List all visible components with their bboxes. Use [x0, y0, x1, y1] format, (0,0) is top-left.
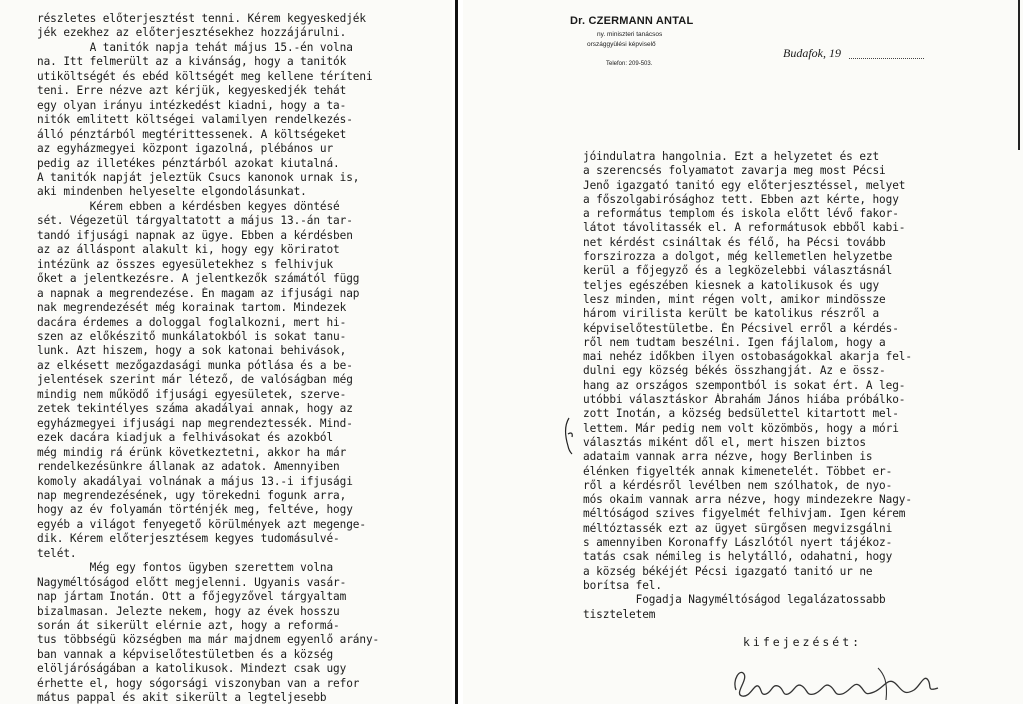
text-line: ezek dacára kiadjuk a felhivásokat és azokból: [37, 431, 334, 445]
text-line: Kérem ebben a kérdésben kegyes döntésé: [37, 199, 340, 213]
text-line: adataim vannak arra nézve, hogy Berlinben is: [583, 450, 873, 464]
text-line: jelentések szerint már létező, de valóságban még: [37, 373, 353, 387]
date-blank-line: [849, 48, 924, 59]
text-line: zott Inotán, a község bedsülettel kitartott mel-: [583, 407, 899, 421]
text-line: részletes előterjesztést tenni. Kérem kegyeskedjék: [37, 12, 366, 25]
text-line: nap jártam Inotán. Ott a főjegyzővel tárgyaltam: [37, 590, 347, 604]
text-line: mós okaim vannak arra nézve, hogy mindezekre Nagy-: [583, 493, 912, 507]
text-line: mindig nem működő ifjusági egyesületek, szerve-: [37, 387, 347, 401]
text-line: tus többségü községben ma már majdnem egyenlő arány-: [37, 633, 380, 647]
text-line: net kérdést csináltak és félő, ha Pécsi tovább: [583, 235, 886, 249]
text-line: lunk. Azt hiszem, hogy a sok katonai behivások,: [37, 344, 347, 358]
text-line: a református templom és iskola előtt lévő fakor-: [583, 207, 899, 221]
handwritten-margin-mark-icon: [562, 416, 576, 456]
right-page-text: [583, 150, 1013, 622]
text-line: nap megrendezésének, ugy törekedni fogunk arra,: [37, 488, 347, 502]
text-line: az az álláspont alakult ki, hogy egy köriratot: [37, 243, 340, 257]
text-line: lettem. Már pedig nem volt közömbös, hogy a móri: [583, 421, 899, 435]
text-line: az egyházmegyei központ igazolná, plébános ur: [37, 142, 334, 156]
text-line: elöljáróságában a katolikusok. Mindezt csak ugy: [37, 662, 347, 676]
text-line: élénken figyelték annak kimenetelét. Többet er-: [583, 464, 893, 478]
text-line: látot távolitassék el. A reformátusok ebből kabi-: [583, 221, 906, 235]
text-line: érhette el, hogy sógorsági viszonyban van a refor: [37, 676, 360, 690]
text-line: ről a kérdésről levélben nem szólhatok, de nyo-: [583, 478, 893, 492]
text-line: dacára érdemes a dologgal foglalkozni, mert hi-: [37, 315, 347, 329]
scan-edge: [1018, 0, 1020, 150]
text-line: szen az előkészitő munkálatokból is sokat tanu-: [37, 329, 347, 343]
text-line: a szerencsés folyamatot zavarja meg most Pécsi: [583, 164, 886, 178]
text-line: pedig az illetékes pénztárból azokat kiutalná.: [37, 156, 340, 170]
left-letter-page: [0, 0, 452, 704]
text-line: a község békéjét Pécsi igazgató tanitó ur ne: [583, 564, 873, 578]
text-line: A tanitók napja tehát május 15.-én volna: [37, 40, 353, 54]
text-line: álló pénztárból megtérittessenek. A költségeket: [37, 127, 347, 141]
text-line: egy olyan irányu intézkedést kiadni, hogy a ta-: [37, 98, 347, 112]
text-line: méltóságod szives figyelmét felhivjam. Igen kérem: [583, 507, 906, 521]
text-line: mai nehéz időkben ilyen ostobaságokkal akarja fel-: [583, 350, 912, 364]
text-line: nitók emlitett költségei valamilyen rendelkezés-: [37, 113, 353, 127]
text-line: teljes egészében kiesnek a katolikusok és ugy: [583, 278, 880, 292]
text-line: rendelkezésünkre állanak az adatok. Amennyiben: [37, 460, 340, 474]
text-line: őket a jelentkezésre. A jelentkezők számától függ: [37, 272, 360, 286]
text-line: során át sikerült elérnie azt, hogy a reformá-: [37, 619, 340, 633]
text-line: tiszteletem: [583, 607, 656, 621]
text-line: tandó ifjusági napnak az ügye. Ebben a kérdésben: [37, 228, 353, 242]
text-line: nak megrendezését még korainak tartom. Mindezek: [37, 301, 347, 315]
text-line: három virilista került be katolikus részről a: [583, 307, 880, 321]
text-line: Fogadja Nagyméltóságod legalázatossabb: [583, 593, 886, 607]
text-line: kerül a főjegyző és a legközelebbi választásnál: [583, 264, 893, 278]
text-line: Nagyméltóságod előtt megjelenni. Ugyanis vasár-: [37, 575, 347, 589]
letterhead-title: ny. miniszteri tanácsos: [597, 31, 663, 38]
text-line: borítsa fel.: [583, 578, 662, 592]
letterhead-name: Dr. CZERMANN ANTAL: [570, 15, 694, 27]
left-page-text: [37, 12, 452, 704]
text-line: választás miként dől el, mert hiszen biztos: [583, 435, 866, 449]
text-line: bizalmasan. Jelezte nekem, hogy az évek hosszu: [37, 604, 340, 618]
text-line: mátus pappal és akit sikerült a legteljesebb: [37, 691, 327, 704]
text-line: ről nem tudtam beszélni. Igen fájlalom, hogy a: [583, 335, 886, 349]
text-line: A tanitók napját jeleztük Csucs kanonok urnak is,: [37, 170, 360, 184]
text-line: telét.: [37, 546, 77, 560]
text-line: tatás csak némileg is helytálló, odahatni, hogy: [583, 550, 893, 564]
text-line: aki mindenben helyeselte elgondolásunkat.: [37, 185, 307, 199]
closing-phrase: kifejezését:: [743, 635, 863, 649]
letterhead-phone: Telefon: 209-503.: [606, 61, 653, 67]
text-line: sét. Végezetül tárgyaltatott a május 13.-án tar-: [37, 214, 353, 228]
text-line: intézünk az összes egyesületekhez s felhivjuk: [37, 257, 334, 271]
text-line: egyházmegyei ifjusági nap megrendeztessék. Mind-: [37, 416, 353, 430]
text-line: Még egy fontos ügyben szerettem volna: [37, 561, 334, 575]
text-line: egyéb a világot fenyegető körülmények azt megenge-: [37, 517, 366, 531]
right-letter-page: [463, 0, 1023, 704]
text-line: még mindig rá érünk következtetni, akkor ha már: [37, 445, 347, 459]
text-line: a főszolgabirósághoz tett. Ebben azt kérte, hogy: [583, 192, 899, 206]
text-line: utóbbi választáskor Ábrahám János hiába próbálko-: [583, 393, 906, 407]
text-line: a napnak a megrendezése. Én magam az ifjusági nap: [37, 286, 360, 300]
text-line: dik. Kérem előterjesztésem kegyes tudomásulvé-: [37, 532, 340, 546]
letterhead-place-date: Budafok, 19: [783, 46, 841, 60]
text-line: lesz minden, mint régen volt, amikor mindössze: [583, 292, 886, 306]
text-line: képviselőtestületbe. Én Pécsivel erről a kérdés-: [583, 321, 899, 335]
text-line: s amennyiben Koronaffy Lászlótól nyert tájékoz-: [583, 536, 893, 550]
text-line: jóindulatra hangolnia. Ezt a helyzetet és ezt: [583, 150, 880, 163]
text-line: komoly akadályai volnának a május 13.-i ifjusági: [37, 474, 353, 488]
text-line: utiköltségét és ebéd költségét meg kellene téríteni: [37, 69, 373, 83]
signature-icon: [728, 660, 948, 704]
text-line: az elkésett mezőgazdasági munka pótlása és a be-: [37, 358, 353, 372]
text-line: ban vannak a képviselőtestületben és a község: [37, 647, 334, 661]
letterhead-office: országgyülési képviselő: [587, 41, 656, 48]
text-line: hogy az év folyamán történjék meg, feltéve, hogy: [37, 503, 353, 517]
text-line: Jenő igazgató tanitó egy előterjesztéssel, melyet: [583, 178, 906, 192]
text-line: méltóztassék ezt az ügyet sürgősen megvizsgálni: [583, 521, 893, 535]
text-line: zetek tekintélyes száma akadályai annak, hogy az: [37, 402, 353, 416]
text-line: dulni egy község békés összhangját. Az e össz-: [583, 364, 886, 378]
page-divider: [455, 0, 458, 704]
text-line: forszirozza a dolgot, még kellemetlen helyzetbe: [583, 250, 893, 264]
text-line: na. Itt felmerült az a kivánság, hogy a tanitók: [37, 55, 347, 69]
text-line: hang az országos szempontból is sokat ért. A leg-: [583, 378, 906, 392]
text-line: teni. Erre nézve azt kérjük, kegyeskedjék tehát: [37, 84, 347, 98]
text-line: jék ezekhez az előterjesztésekhez hozzájárulni.: [37, 26, 347, 40]
